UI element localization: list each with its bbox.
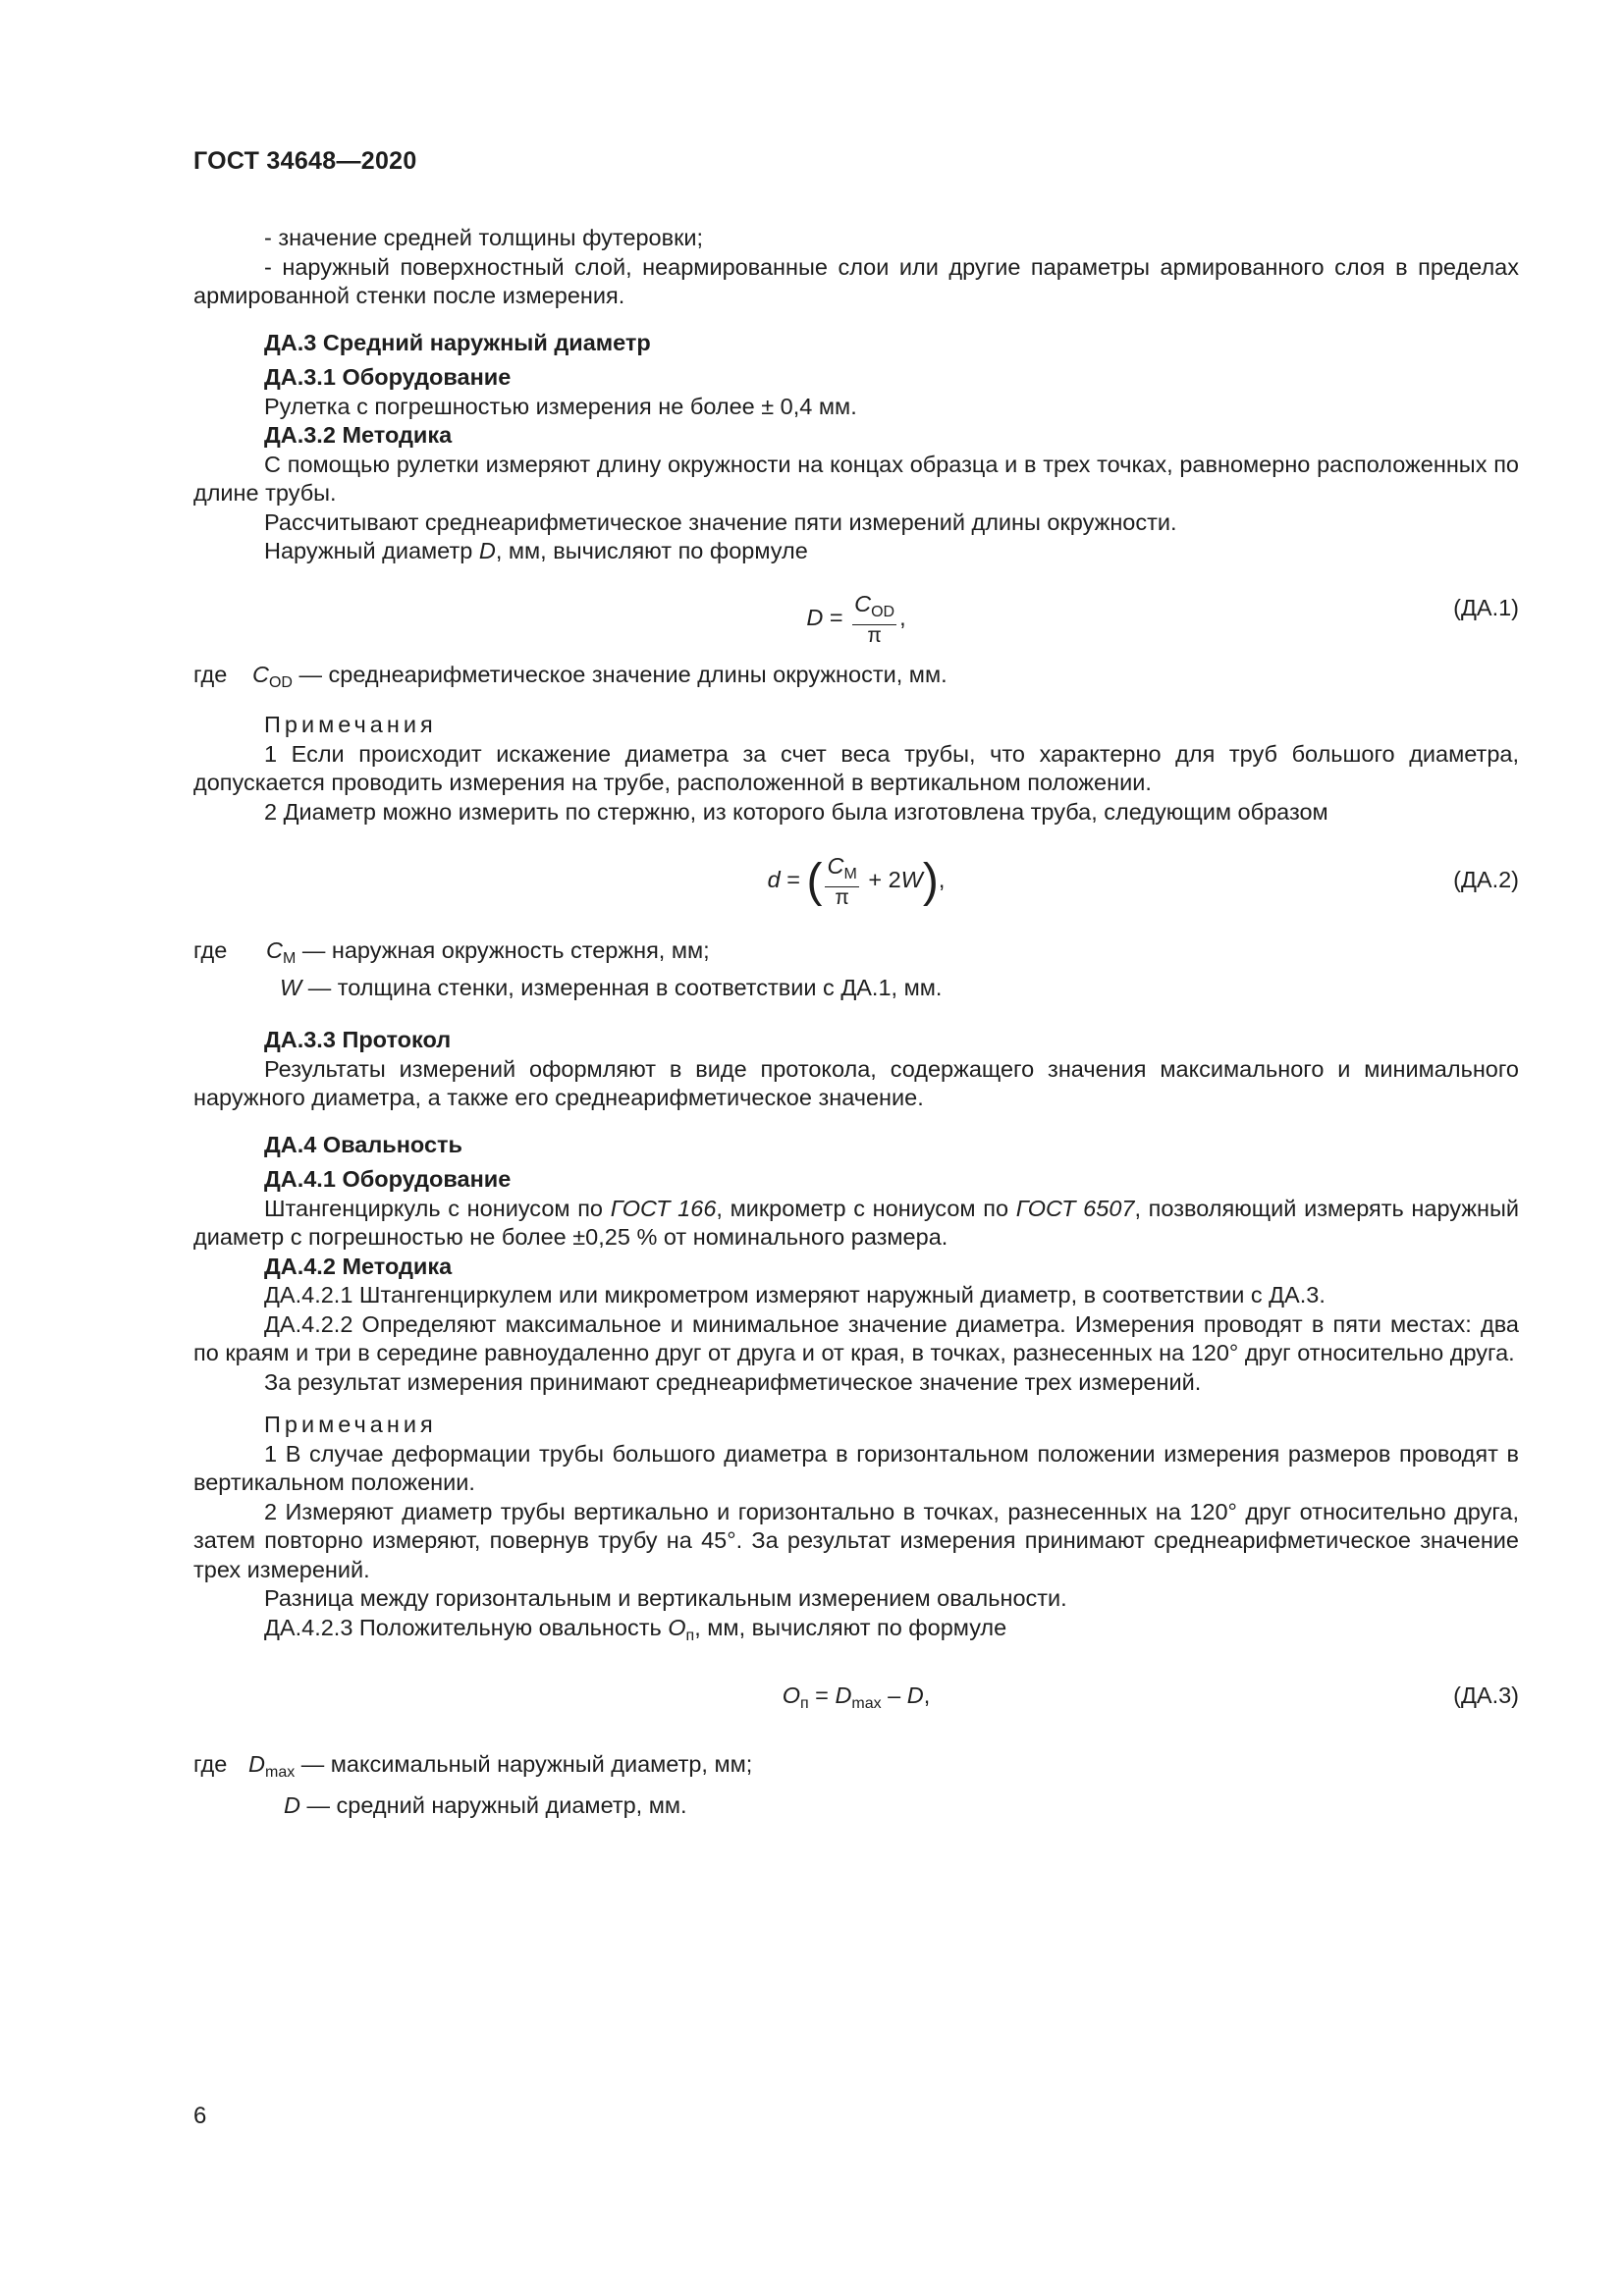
paren-right: )	[922, 855, 939, 907]
formula-da2	[193, 844, 1519, 919]
where-block-da3-row1	[193, 1750, 1519, 1788]
fraction-numerator	[852, 592, 896, 625]
paragraph-da423	[193, 1614, 1519, 1651]
fraction	[825, 854, 858, 909]
formula-number: (ДА.1)	[1453, 594, 1519, 620]
intro-item-2: - наружный поверхностный слой, неармированные слои или другие параметры армированного слоя в пределах армированной стенки после измерения.	[193, 253, 1519, 308]
fraction-denominator: π	[835, 886, 849, 909]
note-1: 1 Если происходит искажение диаметра за счет веса трубы, что характерно для труб большого диаметра, допускается проводить измерения на трубе, расположенной в вертикальном положении.	[193, 740, 1519, 795]
formula-equals: =	[780, 867, 807, 893]
symbol-o: O	[668, 1614, 686, 1640]
symbol-w: W	[900, 867, 923, 893]
text-run: , позволяющий измерять наружный диаметр с погрешностью не более ±0,25 % от номинального размера.	[193, 1195, 1519, 1250]
fraction-numerator	[825, 854, 858, 887]
page-number: 6	[193, 2103, 207, 2129]
formula-da1	[193, 580, 1519, 647]
formula-plus: + 2	[861, 867, 901, 893]
formula-expression	[193, 854, 1519, 909]
subsection-heading-da33: ДА.3.3 Протокол	[264, 1027, 452, 1052]
where-description: — максимальный наружный диаметр, мм;	[295, 1751, 753, 1777]
where-block-da1	[193, 661, 1519, 698]
paragraph-da31: Рулетка с погрешностью измерения не более ± 0,4 мм.	[264, 393, 857, 419]
symbol-d: D	[248, 1751, 265, 1777]
formula-da3	[193, 1664, 1519, 1733]
formula-equals: =	[808, 1682, 836, 1708]
paragraph-result: За результат измерения принимают среднеарифметическое значение трех измерений.	[264, 1368, 1202, 1395]
paragraph-da32-3	[193, 537, 1519, 566]
subsection-heading-da32: ДА.3.2 Методика	[264, 422, 453, 448]
text-run: , мм, вычисляют по формуле	[495, 538, 808, 563]
text-run: , мм, вычисляют по формуле	[694, 1614, 1007, 1640]
formula-minus: –	[881, 1682, 907, 1708]
paragraph-da32-1: С помощью рулетки измеряют длину окружности на концах образца и в трех точках, равномерно расположенных по длине трубы.	[193, 451, 1519, 506]
formula-lhs: d	[767, 867, 781, 893]
subsection-heading-da41: ДА.4.1 Оборудование	[264, 1166, 512, 1192]
symbol-d: D	[284, 1791, 300, 1818]
subscript: max	[851, 1695, 882, 1712]
formula-tail: ,	[899, 604, 906, 630]
subscript: M	[843, 866, 857, 882]
intro-item-1: - значение средней толщины футеровки;	[264, 225, 704, 250]
subsection-heading-da31: ДА.3.1 Оборудование	[264, 364, 512, 390]
formula-number: (ДА.3)	[1453, 1682, 1519, 1708]
fraction	[852, 592, 896, 647]
where-block-da2-row1	[193, 936, 1519, 974]
subscript: OD	[268, 673, 293, 691]
formula-expression	[193, 1682, 1519, 1719]
section-heading-da3: ДА.3 Средний наружный диаметр	[264, 329, 651, 355]
formula-lhs: O	[782, 1682, 800, 1708]
subscript: max	[264, 1764, 296, 1781]
symbol-c: C	[252, 661, 269, 687]
symbol-d: D	[478, 538, 496, 563]
document-header: ГОСТ 34648—2020	[193, 147, 417, 175]
subscript: п	[799, 1695, 809, 1712]
subsection-heading-da42: ДА.4.2 Методика	[264, 1253, 453, 1279]
paragraph-da32-2: Рассчитывают среднеарифметическое значение пяти измерений длины окружности.	[264, 508, 1177, 535]
formula-tail: ,	[938, 867, 946, 893]
where-block-da2-row2	[193, 974, 1519, 1003]
subscript: п	[685, 1627, 695, 1644]
where-label: где	[193, 1751, 228, 1777]
symbol-c: C	[854, 590, 872, 616]
text-run: Наружный диаметр	[264, 538, 479, 563]
formula-expression	[193, 592, 1519, 647]
formula-equals: =	[823, 604, 850, 630]
where-description: — среднеарифметическое значение длины окружности, мм.	[292, 661, 947, 687]
paragraph-da41	[193, 1195, 1519, 1253]
symbol-d: D	[906, 1682, 924, 1708]
formula-number: (ДА.2)	[1453, 867, 1519, 892]
text-run: Штангенциркуль с нониусом по	[264, 1195, 611, 1221]
standard-reference: ГОСТ 166	[610, 1195, 717, 1221]
text-run: , микрометр с нониусом по	[716, 1195, 1016, 1221]
fraction-denominator: π	[867, 623, 882, 647]
section-heading-da4: ДА.4 Овальность	[264, 1131, 462, 1157]
subscript: OD	[871, 603, 895, 620]
notes-title: Примечания	[264, 712, 437, 737]
text-run: ДА.4.2.3 Положительную овальность	[264, 1614, 669, 1640]
formula-lhs: D	[806, 604, 824, 630]
document-body	[193, 224, 1519, 1820]
paragraph-da421: ДА.4.2.1 Штангенциркулем или микрометром измеряют наружный диаметр, в соответствии с ДА.3.	[264, 1282, 1326, 1308]
formula-tail: ,	[923, 1682, 931, 1708]
paren-left: (	[806, 855, 823, 907]
paragraph-da422: ДА.4.2.2 Определяют максимальное и минимальное значение диаметра. Измерения проводят в пяти местах: два по краям и три в середине равноудаленно друг от друга и от края, в точках, разнесенных на 120° друг относительно друга.	[193, 1310, 1519, 1365]
symbol-w: W	[280, 974, 302, 1000]
symbol-c: C	[266, 937, 283, 963]
note-2: 2 Измеряют диаметр трубы вертикально и горизонтально в точках, разнесенных на 120° друг относительно друга, затем повторно измеряют, повернув трубу на 45°. За результат измерения принимают среднеарифметическое значение трех измерений.	[193, 1498, 1519, 1582]
where-description: — наружная окружность стержня, мм;	[296, 937, 710, 963]
where-label: где	[193, 937, 228, 963]
note-1: 1 В случае деформации трубы большого диаметра в горизонтальном положении измерения размеров проводят в вертикальном положении.	[193, 1440, 1519, 1495]
note-2: 2 Диаметр можно измерить по стержню, из которого была изготовлена труба, следующим образом	[264, 798, 1328, 825]
notes-title: Примечания	[264, 1412, 437, 1437]
standard-reference: ГОСТ 6507	[1015, 1195, 1135, 1221]
where-block-da3-row2	[193, 1791, 1519, 1821]
paragraph-difference: Разница между горизонтальным и вертикальным измерением овальности.	[264, 1585, 1067, 1611]
subscript: M	[282, 950, 297, 967]
where-description: — средний наружный диаметр, мм.	[299, 1791, 687, 1818]
symbol-d: D	[835, 1682, 852, 1708]
where-description: — толщина стенки, измеренная в соответствии с ДА.1, мм.	[301, 974, 943, 1000]
symbol-c: C	[827, 853, 844, 879]
paragraph-da33: Результаты измерений оформляют в виде протокола, содержащего значения максимального и минимального наружного диаметра, а также его среднеарифметическое значение.	[193, 1055, 1519, 1110]
where-label: где	[193, 661, 228, 687]
